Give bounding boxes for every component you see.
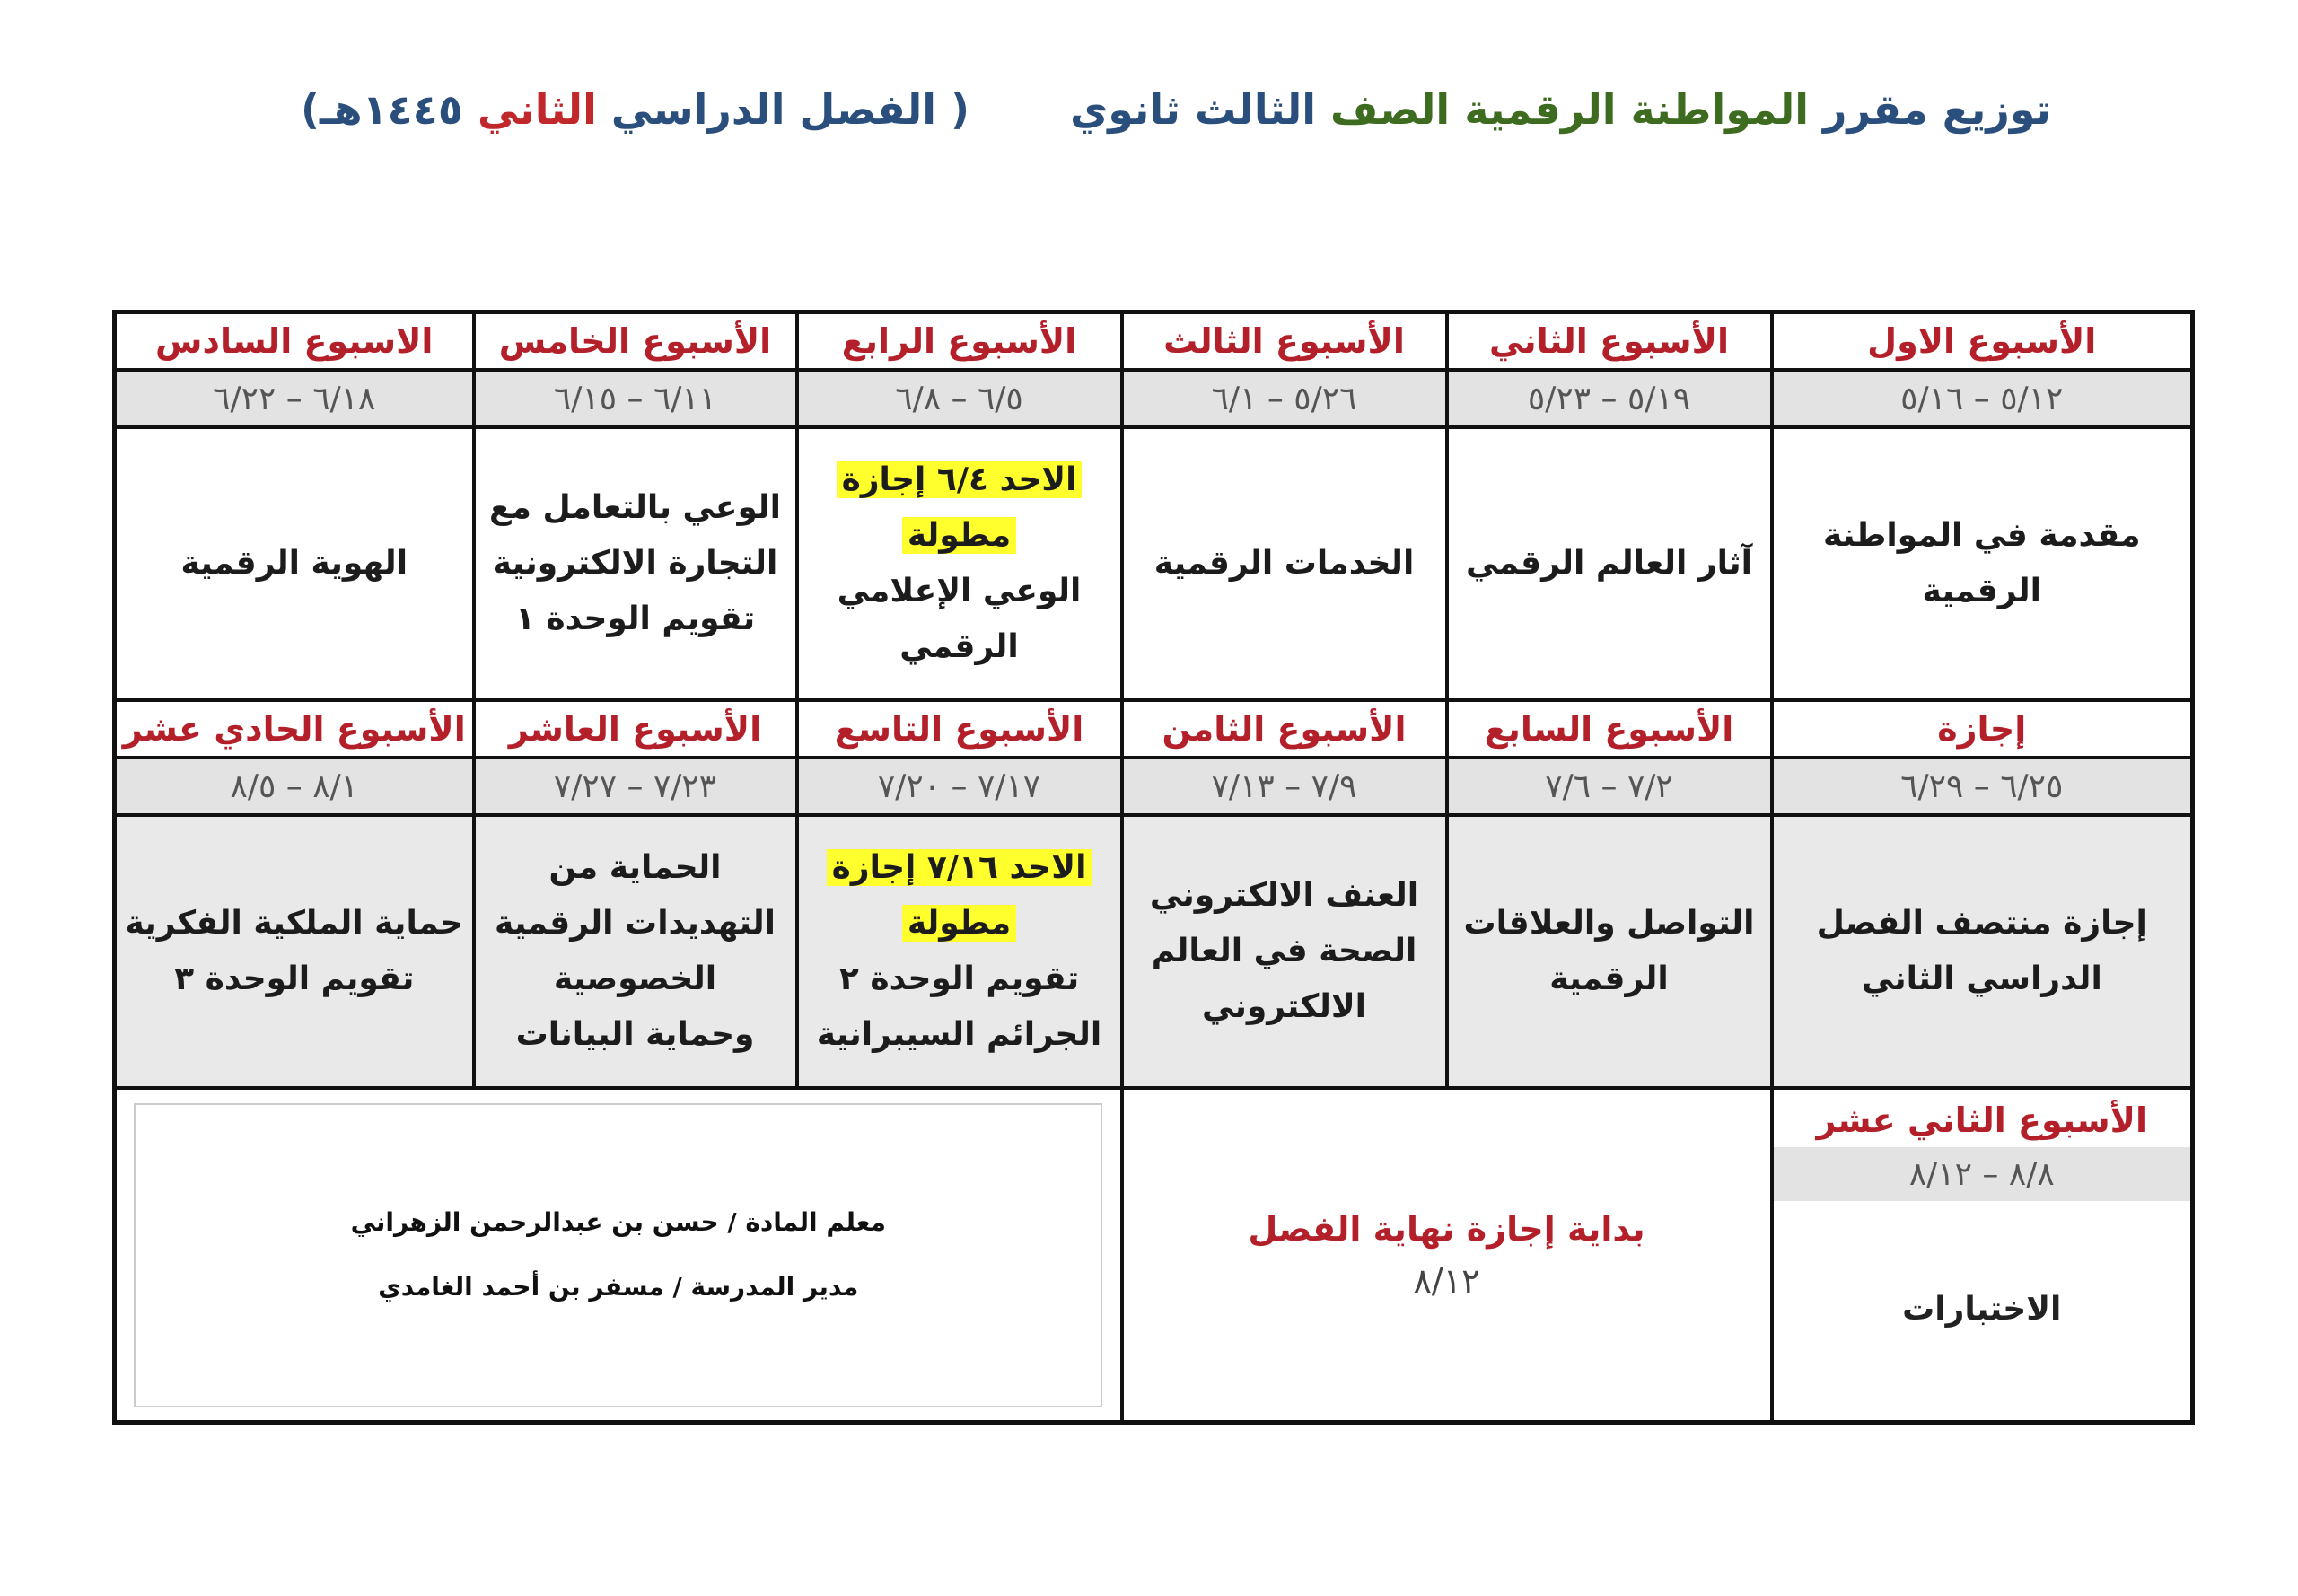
week-dates: ٨/٨ – ٨/١٢ <box>1774 1147 2191 1201</box>
week-content <box>1122 427 1447 700</box>
title-part-3: الصف <box>1330 85 1451 134</box>
title-part-6: الثاني <box>477 85 597 134</box>
content-line: إجازة منتصف الفصل <box>1816 905 2147 942</box>
week-content <box>474 427 797 700</box>
week-header: الأسبوع التاسع <box>797 700 1122 758</box>
content-line: الوعي بالتعامل مع <box>489 489 781 526</box>
week-content <box>1772 815 2193 1088</box>
week-content <box>115 427 474 700</box>
week-dates: ٦/١١ – ٦/١٥ <box>474 370 797 427</box>
week-header-row-2 <box>115 700 2193 758</box>
end-break-date: ٨/١٢ <box>1413 1261 1480 1301</box>
content-line: الهوية الرقمية <box>180 545 408 582</box>
content-line: آثار العالم الرقمي <box>1466 545 1752 582</box>
content-line: الرقمية <box>1549 960 1669 997</box>
week-dates-row-1 <box>115 370 2193 427</box>
week-header: الأسبوع الرابع <box>797 312 1122 371</box>
week-header: الأسبوع الثاني عشر <box>1816 1101 2147 1140</box>
content-line: وحماية البيانات <box>515 1016 755 1053</box>
week-header: الاسبوع السادس <box>115 312 474 371</box>
week-dates: ٥/٢٦ – ٦/١ <box>1122 370 1447 427</box>
week-header: الأسبوع الثامن <box>1122 700 1447 758</box>
content-line: الخدمات الرقمية <box>1153 545 1415 582</box>
holiday-note: الاحد ٦/٤ إجازة <box>837 461 1083 498</box>
week-content <box>1772 427 2193 700</box>
week-dates: ٦/١٨ – ٦/٢٢ <box>115 370 474 427</box>
week-header: الأسبوع السابع <box>1447 700 1772 758</box>
content-line: الخصوصية <box>553 960 717 997</box>
content-line: الصحة في العالم <box>1151 933 1417 969</box>
content-line: الجرائم السيبرانية <box>816 1016 1102 1053</box>
week-header: الأسبوع العاشر <box>474 700 797 758</box>
content-line: الرقمي <box>899 628 1019 665</box>
principal-name: مدير المدرسة / مسفر بن أحمد الغامدي <box>378 1272 859 1302</box>
holiday-note: مطولة <box>902 905 1016 942</box>
title-part-5: ( الفصل الدراسي <box>610 85 970 134</box>
week-header: الأسبوع الاول <box>1772 312 2193 371</box>
week-dates: ٨/١ – ٨/٥ <box>115 758 474 815</box>
exams-label: الاختبارات <box>1902 1290 2062 1328</box>
holiday-note: الاحد ٧/١٦ إجازة <box>827 849 1092 886</box>
content-line: التجارة الالكترونية <box>492 545 778 582</box>
week-content <box>115 815 474 1088</box>
week-content <box>797 815 1122 1088</box>
week-header-row-1 <box>115 312 2193 371</box>
signature-box <box>134 1103 1102 1407</box>
week-content-row-2 <box>115 815 2193 1088</box>
week-dates: ٧/٢ – ٧/٦ <box>1447 758 1772 815</box>
content-line: حماية الملكية الفكرية <box>125 905 464 942</box>
content-line: الدراسي الثاني <box>1861 960 2102 997</box>
content-line: تقويم الوحدة ١ <box>514 601 756 637</box>
week-dates: ٧/١٧ – ٧/٢٠ <box>797 758 1122 815</box>
title-part-7: ١٤٤٥هـ) <box>300 85 463 134</box>
content-line: تقويم الوحدة ٢ <box>838 960 1080 997</box>
week-content <box>1447 815 1772 1088</box>
week-header: الأسبوع الثاني <box>1447 312 1772 371</box>
week-dates: ٦/٥ – ٦/٨ <box>797 370 1122 427</box>
week-dates-row-2 <box>115 758 2193 815</box>
week-dates: ٧/٢٣ – ٧/٢٧ <box>474 758 797 815</box>
page-title <box>0 85 2298 134</box>
content-line: تقويم الوحدة ٣ <box>174 960 415 997</box>
week-content <box>1122 815 1447 1088</box>
week-content-row-1 <box>115 427 2193 700</box>
week-dates: ٦/٢٥ – ٦/٢٩ <box>1772 758 2193 815</box>
week-dates: ٧/٩ – ٧/١٣ <box>1122 758 1447 815</box>
content-line: التهديدات الرقمية <box>495 905 776 942</box>
title-part-2: المواطنة الرقمية <box>1464 85 1809 134</box>
content-line: الوعي الإعلامي <box>837 573 1082 609</box>
bottom-row <box>115 1088 2193 1423</box>
week-header: الأسبوع الثالث <box>1122 312 1447 371</box>
week-dates: ٥/١٢ – ٥/١٦ <box>1772 370 2193 427</box>
content-line: الرقمية <box>1922 573 2041 609</box>
week-content <box>474 815 797 1088</box>
title-part-1: توزيع مقرر <box>1823 85 2052 134</box>
end-break-cell <box>1122 1088 1772 1423</box>
week-content <box>797 427 1122 700</box>
content-line: الالكتروني <box>1201 988 1366 1025</box>
week-content <box>1447 427 1772 700</box>
week-header: الأسبوع الحادي عشر <box>115 700 474 758</box>
content-line: مقدمة في المواطنة <box>1822 517 2141 554</box>
title-part-4: الثالث ثانوي <box>1070 85 1317 134</box>
week-header: الأسبوع الخامس <box>474 312 797 371</box>
content-line: الحماية من <box>548 849 722 886</box>
teacher-name: معلم المادة / حسن بن عبدالرحمن الزهراني <box>350 1207 886 1237</box>
holiday-note: مطولة <box>902 517 1016 554</box>
week-dates: ٥/١٩ – ٥/٢٣ <box>1447 370 1772 427</box>
content-line: التواصل والعلاقات <box>1463 905 1755 942</box>
last-week-cell <box>1772 1088 2193 1423</box>
schedule-table <box>112 310 2195 1425</box>
content-line: العنف الالكتروني <box>1149 877 1419 914</box>
week-header: إجازة <box>1772 700 2193 758</box>
end-break-label: بداية إجازة نهاية الفصل <box>1248 1209 1645 1249</box>
signature-cell <box>115 1088 1122 1423</box>
